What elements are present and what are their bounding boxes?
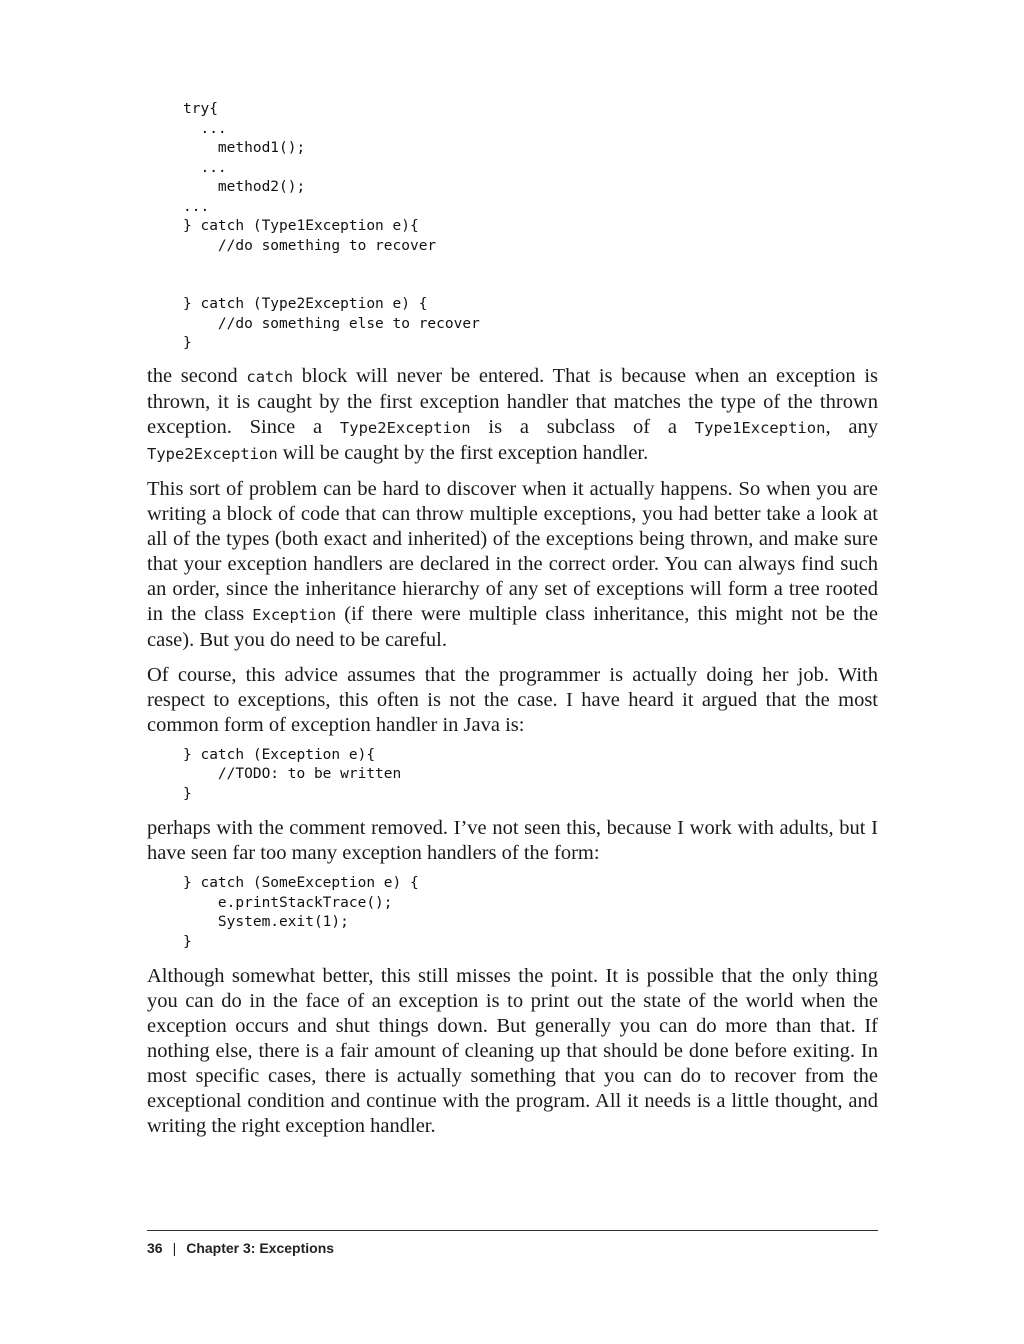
- paragraph-advice: Of course, this advice assumes that the programmer is actually doing her job. With respect to exceptions, this often is not the case. I have heard it argued that the most common form of exception handler in Java is:: [147, 663, 878, 736]
- inline-code: Exception: [252, 605, 337, 624]
- text-span: (if there were multiple class inheritance, this might not be the case). But you do need to be careful.: [147, 602, 878, 651]
- text-span: This sort of problem can be hard to discover when it actually happens. So when you are writing a block of code that can throw multiple exceptions, you had better take a look at all of the types (both exact and inherited) of the exceptions being thrown, and make sure that your exception handlers are declared in the correct order. You can always find such an order, since the inheritance hierarchy of any set of exceptions will form a tree rooted in the class: [147, 477, 878, 625]
- paragraph-catch-order: [147, 364, 878, 467]
- code-block-catch-todo: } catch (Exception e){ //TODO: to be written }: [183, 746, 402, 802]
- paragraph-comment-removed: perhaps with the comment removed. I’ve not seen this, because I work with adults, but I have seen far too many exception handlers of the form:: [147, 817, 878, 864]
- code-block-try-catch: try{ ... method1(); ... method2(); ... } catch (Type1Exception e){ //do something to recover } catch (Type2Exception e) { //do something else to recover }: [183, 101, 480, 351]
- chapter-title: Chapter 3: Exceptions: [186, 1240, 335, 1256]
- text-span: block will never be entered. That is because when an exception is thrown, it is caught by the first exception handler that matches the type of the thrown exception. Since a: [147, 364, 878, 438]
- code-block-catch-exit: } catch (SomeException e) { e.printStackTrace(); System.exit(1); }: [183, 875, 419, 950]
- text-span: will be caught by the first exception handler.: [277, 441, 649, 464]
- text-span: , any: [825, 415, 878, 438]
- inline-code: Type1Exception: [694, 418, 826, 437]
- text-span: the second: [147, 364, 247, 387]
- text-span: is a subclass of a: [470, 415, 695, 438]
- page-footer: [147, 1230, 878, 1256]
- inline-code: Type2Exception: [339, 418, 471, 437]
- inline-code: Type2Exception: [147, 444, 278, 463]
- paragraph-problem-discovery: [147, 477, 878, 653]
- footer-separator: |: [172, 1240, 177, 1256]
- page-number: 36: [147, 1240, 163, 1256]
- inline-code: catch: [246, 367, 294, 386]
- paragraph-conclusion: Although somewhat better, this still misses the point. It is possible that the only thing you can do in the face of an exception is to print out the state of the world when the exception occurs and shut things down. But generally you can do more than that. If nothing else, there is a fair amount of cleaning up that should be done before exiting. In most specific cases, there is actually something that you can do to recover from the exceptional condition and continue with the program. All it needs is a little thought, and writing the right exception handler.: [147, 965, 878, 1137]
- page-content: [147, 100, 878, 1139]
